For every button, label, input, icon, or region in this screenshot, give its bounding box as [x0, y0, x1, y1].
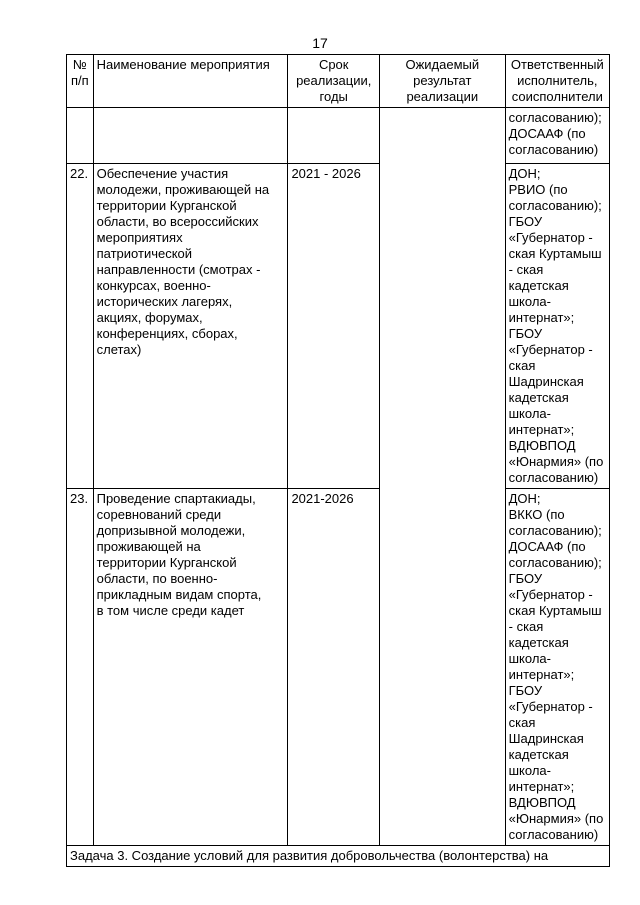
- header-responsible: Ответственный исполнитель, соисполнители: [505, 55, 609, 108]
- cell-num: 22.: [67, 164, 94, 489]
- header-num: № п/п: [67, 55, 94, 108]
- cell-result-merged: [380, 108, 506, 846]
- header-term: Срок реализации, годы: [288, 55, 380, 108]
- page-number: 17: [312, 35, 328, 51]
- cell-num: 23.: [67, 489, 94, 846]
- header-result: Ожидаемый результат реализации: [380, 55, 506, 108]
- table-row-continuation: [67, 108, 610, 164]
- cell-name: [93, 108, 288, 164]
- cell-term: 2021-2026: [288, 489, 380, 846]
- table-header-row: [67, 55, 610, 108]
- cell-responsible: ДОН; РВИО (по согласованию); ГБОУ «Губернатор - ская Куртамыш - ская кадетская школа- интернат»; ГБОУ «Губернатор - ская Шадринская кадетская школа- интернат»; ВДЮВПОД «Юнармия» (по согласованию): [505, 164, 609, 489]
- task-row: [67, 846, 610, 867]
- cell-term: [288, 108, 380, 164]
- cell-term: 2021 - 2026: [288, 164, 380, 489]
- header-name: Наименование мероприятия: [93, 55, 288, 108]
- cell-name: Проведение спартакиады, соревнований среди допризывной молодежи, проживающей на территории Курганской области, по военно- прикладным видам спорта, в том числе среди кадет: [93, 489, 288, 846]
- table-row: [67, 164, 610, 489]
- cell-num: [67, 108, 94, 164]
- task-heading: Задача 3. Создание условий для развития добровольчества (волонтерства) на: [67, 846, 610, 867]
- events-table: [66, 54, 610, 867]
- cell-responsible: ДОН; ВККО (по согласованию); ДОСААФ (по согласованию); ГБОУ «Губернатор - ская Куртамыш - ская кадетская школа- интернат»; ГБОУ «Губернатор - ская Шадринская кадетская школа- интернат»; ВДЮВПОД «Юнармия» (по согласованию): [505, 489, 609, 846]
- cell-name: Обеспечение участия молодежи, проживающей на территории Курганской области, во всероссийских мероприятиях патриотической направленности (смотрах - конкурсах, военно- исторических лагерях, акциях, форумах, конференциях, сборах, слетах): [93, 164, 288, 489]
- cell-responsible: согласованию); ДОСААФ (по согласованию): [505, 108, 609, 164]
- table-row: [67, 489, 610, 846]
